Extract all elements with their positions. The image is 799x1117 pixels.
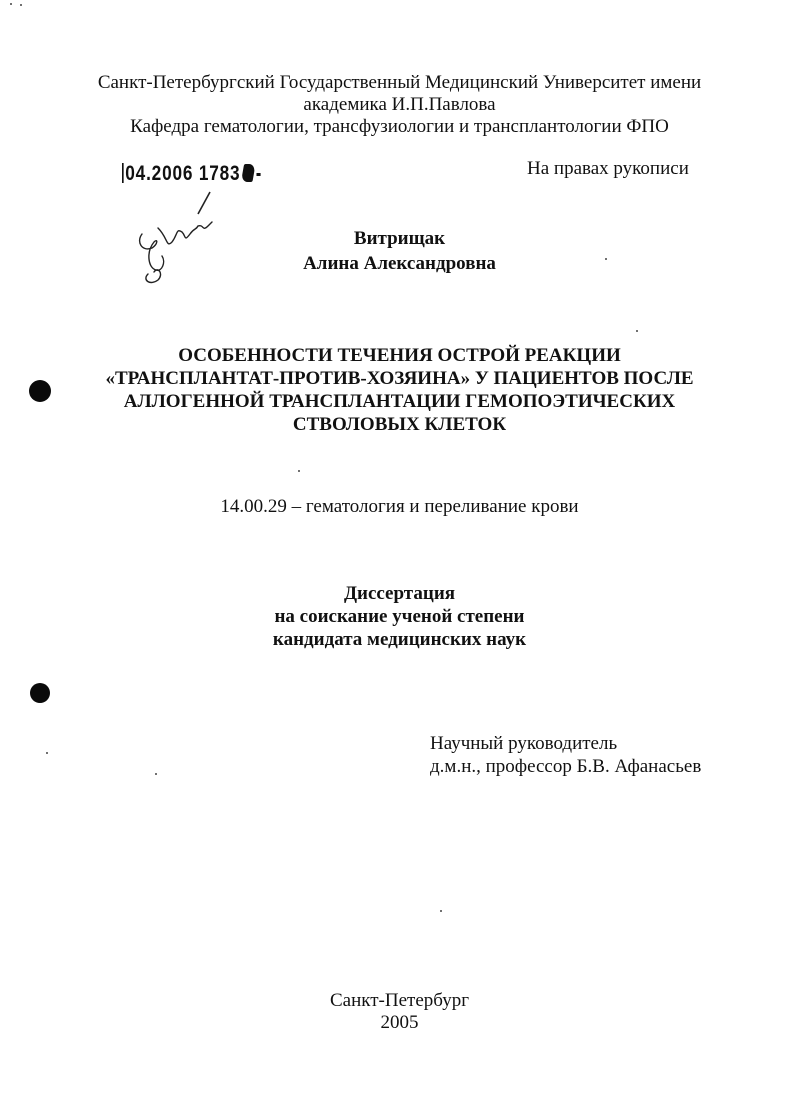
degree-purpose: на соискание ученой степени xyxy=(274,606,525,627)
specialty-code: 14.00.29 – гематология и переливание крови xyxy=(220,496,579,517)
rights-notice: На правах рукописи xyxy=(527,158,689,179)
city: Санкт-Петербург xyxy=(329,990,469,1011)
registration-number: 04.2006 1783 xyxy=(125,162,241,185)
punch-hole-top xyxy=(29,380,51,402)
author-given-names: Алина Александровна xyxy=(303,253,496,274)
author-surname: Витрищак xyxy=(353,228,446,249)
stamp-bar-mark xyxy=(122,163,124,183)
stamp-dash xyxy=(257,173,261,176)
supervisor-role: Научный руководитель xyxy=(430,733,618,754)
scan-speck xyxy=(46,752,48,754)
punch-hole-bottom xyxy=(30,683,50,703)
institution-name-line2: академика И.П.Павлова xyxy=(303,94,496,115)
scan-speck xyxy=(155,773,157,775)
title-line2: «ТРАНСПЛАНТАТ-ПРОТИВ-ХОЗЯИНА» У ПАЦИЕНТОВ ПОСЛЕ xyxy=(105,368,694,389)
scan-speck xyxy=(636,330,638,332)
scan-speck xyxy=(298,470,300,472)
stamp-ink-mark xyxy=(241,164,256,182)
department-name: Кафедра гематологии, трансфузиологии и трансплантологии ФПО xyxy=(130,116,669,137)
scan-speck xyxy=(605,258,607,260)
scan-speck xyxy=(440,910,442,912)
degree-field: кандидата медицинских наук xyxy=(272,629,527,650)
scan-speck xyxy=(10,3,12,5)
scan-speck xyxy=(20,4,22,6)
year: 2005 xyxy=(380,1012,419,1033)
title-line3: АЛЛОГЕННОЙ ТРАНСПЛАНТАЦИИ ГЕМОПОЭТИЧЕСКИХ xyxy=(123,391,676,412)
degree-type: Диссертация xyxy=(343,583,456,604)
institution-name-line1: Санкт-Петербургский Государственный Медицинский Университет имени xyxy=(97,72,702,93)
title-line4: СТВОЛОВЫХ КЛЕТОК xyxy=(292,414,507,435)
supervisor-name: д.м.н., профессор Б.В. Афанасьев xyxy=(430,756,702,777)
title-line1: ОСОБЕННОСТИ ТЕЧЕНИЯ ОСТРОЙ РЕАКЦИИ xyxy=(178,345,621,366)
